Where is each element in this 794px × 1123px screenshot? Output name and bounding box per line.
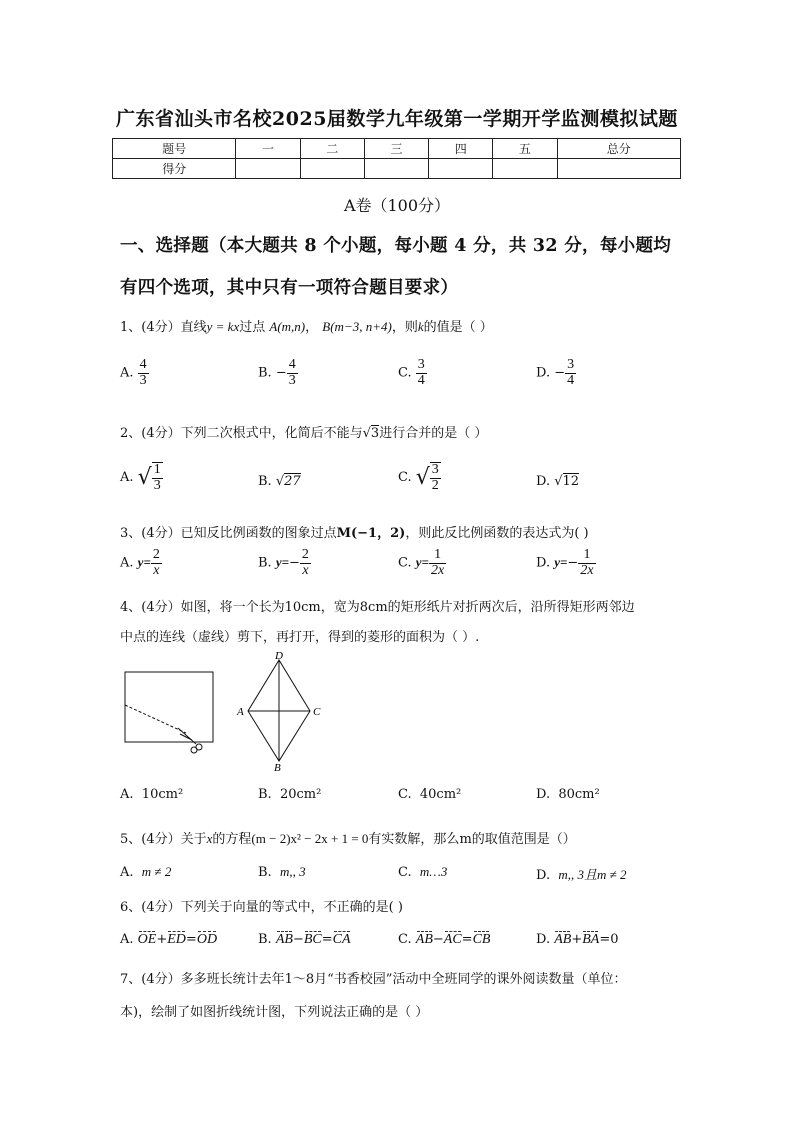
fraction xyxy=(578,548,595,578)
q3-point: M(−1，2) xyxy=(336,526,406,541)
q1-prefix: 1、(4分）直线 xyxy=(120,320,207,335)
option-label: C. xyxy=(398,932,412,947)
vector: AB xyxy=(554,932,572,947)
q5-option-a[interactable] xyxy=(120,864,171,880)
q6-option-a[interactable] xyxy=(120,932,217,948)
option-label: B. xyxy=(258,865,272,880)
vector: AC xyxy=(443,932,462,947)
q1-point-a: A(m,n) xyxy=(269,319,306,334)
numerator: 1 xyxy=(429,548,446,564)
option-value: m ≠ 2 xyxy=(141,864,172,879)
q1-option-a[interactable] xyxy=(120,358,149,388)
option-sign: − xyxy=(554,365,566,381)
score-row-label: 得分 xyxy=(113,159,236,179)
sqrt-symbol: √3 xyxy=(362,426,380,441)
vector: BA xyxy=(582,932,600,947)
section-a-heading: A卷（100分） xyxy=(343,196,451,215)
q1-equation: y = kx xyxy=(206,319,240,334)
q3-text: 3、(4分）已知反比例函数的图象过点 xyxy=(120,526,337,541)
fraction xyxy=(429,548,446,578)
question-4-line2: 中点的连线（虚线）剪下，再打开，得到的菱形的面积为（ ）. xyxy=(120,630,480,645)
q1-option-b[interactable] xyxy=(258,358,298,388)
lhs: y= xyxy=(415,554,429,570)
operator: − xyxy=(292,932,304,947)
part1-heading-line2: 有四个选项，其中只有一项符合题目要求） xyxy=(120,278,459,298)
operator: − xyxy=(432,932,444,947)
q4-option-b[interactable] xyxy=(258,787,321,802)
vector: ED xyxy=(167,932,186,947)
question-7-line1: 7、(4分）多多班长统计去年1～8月“书香校园”活动中全班同学的课外阅读数量（单位： xyxy=(120,972,627,987)
q2-option-b[interactable] xyxy=(258,474,301,489)
vector: BC xyxy=(303,932,322,947)
q6-option-c[interactable] xyxy=(398,932,490,948)
option-label: C. xyxy=(398,865,412,880)
denominator: 4 xyxy=(567,372,575,388)
denominator: 3 xyxy=(288,372,296,388)
option-label: B. xyxy=(258,555,272,571)
q2-suffix: 进行合并的是（ ） xyxy=(379,426,488,441)
paper-rectangle xyxy=(125,672,213,742)
part1-heading-line1: 一、选择题（本大题共 8 个小题，每小题 4 分，共 32 分，每小题均 xyxy=(120,236,672,256)
fraction xyxy=(152,462,163,493)
q1-k: k xyxy=(417,319,424,334)
q1-mid: 过点 xyxy=(239,320,266,335)
q5-option-d[interactable] xyxy=(536,864,627,883)
vector: AB xyxy=(415,932,433,947)
score-header-cell: 二 xyxy=(300,139,364,159)
option-sign: − xyxy=(275,365,287,381)
operator: = xyxy=(321,932,333,947)
numerator: 1 xyxy=(153,462,161,477)
numerator: 3 xyxy=(567,357,575,372)
question-1 xyxy=(120,316,493,335)
fraction xyxy=(300,548,311,578)
q5-m: m xyxy=(459,832,472,847)
lhs: y= xyxy=(275,554,290,570)
denominator: 2x xyxy=(430,562,445,578)
option-label: D. xyxy=(536,868,551,883)
q1-point-b: B(m−3, n+4) xyxy=(322,319,392,334)
denominator: x xyxy=(153,562,160,578)
q1-option-d[interactable] xyxy=(536,358,576,388)
vector: OE xyxy=(137,932,157,947)
option-label: D. xyxy=(536,555,551,571)
q3-option-d[interactable] xyxy=(536,548,596,578)
q4-option-c[interactable] xyxy=(398,787,461,802)
q2-prefix: 2、(4分）下列二次根式中，化简后不能与 xyxy=(120,426,363,441)
question-4-line1: 4、(4分）如图，将一个长为10cm，宽为8cm的矩形纸片对折两次后，沿所得矩形两邻边 xyxy=(120,600,635,615)
fraction xyxy=(565,358,576,388)
operator: + xyxy=(571,932,583,947)
cut-line xyxy=(125,705,186,733)
q5-x: x xyxy=(206,831,213,846)
vector: AB xyxy=(275,932,293,947)
q4-option-d[interactable] xyxy=(536,787,600,802)
operator: = xyxy=(185,932,197,947)
score-cell[interactable] xyxy=(557,159,680,179)
radicand: 27 xyxy=(284,474,301,489)
q3-option-b[interactable] xyxy=(258,548,311,578)
denominator: x xyxy=(302,562,309,578)
label-d: D xyxy=(275,650,283,662)
option-value: 80cm² xyxy=(558,787,600,802)
scissors-icon xyxy=(178,728,202,753)
q2-option-c[interactable] xyxy=(398,462,441,493)
q5-equation: (m − 2)x² − 2x + 1 = 0 xyxy=(251,831,369,846)
score-header-cell: 一 xyxy=(236,139,300,159)
score-cell[interactable] xyxy=(236,159,300,179)
vector: CA xyxy=(332,932,351,947)
q4-figure xyxy=(118,648,348,773)
q1-end: 的值是（ ） xyxy=(423,320,493,335)
q3-suffix: ，则此反比例函数的表达式为( ) xyxy=(405,526,589,541)
q3-option-c[interactable] xyxy=(398,548,446,578)
denominator: 2x xyxy=(580,562,594,578)
lhs: y= xyxy=(137,554,151,570)
score-cell[interactable] xyxy=(300,159,364,179)
question-7-line2: 本)，绘制了如图折线统计图，下列说法正确的是（ ） xyxy=(120,1005,429,1020)
lhs: y= xyxy=(554,554,568,570)
option-label: C. xyxy=(398,365,412,381)
operator: = xyxy=(599,932,611,947)
denominator: 4 xyxy=(417,372,425,388)
option-label: B. xyxy=(258,787,272,802)
option-label: C. xyxy=(398,787,412,802)
q5-suffix: 有实数解，那么 xyxy=(368,832,460,847)
q2-radicand: 3 xyxy=(370,426,380,441)
score-table-header-row xyxy=(113,139,681,159)
question-3 xyxy=(120,522,589,541)
label-b: B xyxy=(274,762,281,773)
q3-option-a[interactable] xyxy=(120,548,162,578)
radicand: 12 xyxy=(562,474,580,489)
score-cell[interactable] xyxy=(429,159,493,179)
q6-option-b[interactable] xyxy=(258,932,351,948)
q5-end: 的取值范围是（） xyxy=(471,832,576,847)
sqrt-symbol: √ xyxy=(137,465,152,491)
label-a: A xyxy=(237,706,244,718)
vector: CB xyxy=(472,932,491,947)
option-label: A. xyxy=(120,932,134,947)
option-value: m…3 xyxy=(419,864,448,879)
numerator: 2 xyxy=(301,547,309,562)
option-label: D. xyxy=(536,787,551,802)
option-label: B. xyxy=(258,474,272,489)
option-label: D. xyxy=(536,365,551,381)
fraction xyxy=(151,548,162,578)
option-label: B. xyxy=(258,932,272,947)
fraction xyxy=(430,462,441,493)
option-label: A. xyxy=(120,787,134,802)
fraction xyxy=(416,358,427,388)
option-value: 20cm² xyxy=(279,787,322,802)
question-2 xyxy=(120,422,487,441)
option-label: C. xyxy=(398,470,412,486)
option-sign: − xyxy=(289,555,300,571)
option-label: B. xyxy=(258,365,272,381)
option-label: A. xyxy=(120,470,134,486)
option-label: A. xyxy=(120,865,134,880)
q2-option-d[interactable] xyxy=(536,474,579,489)
operator: = xyxy=(461,932,473,947)
numerator: 3 xyxy=(431,462,439,477)
zero: 0 xyxy=(610,932,619,947)
option-value: m,, 3 xyxy=(279,864,306,879)
score-header-cell: 三 xyxy=(364,139,428,159)
option-label: D. xyxy=(536,932,551,947)
option-value: 40cm² xyxy=(419,787,462,802)
option-label: D. xyxy=(536,474,551,489)
option-label: C. xyxy=(398,555,412,571)
sqrt-symbol: √ xyxy=(415,465,430,491)
q5-option-c[interactable] xyxy=(398,864,447,880)
q5-option-b[interactable] xyxy=(258,864,306,880)
vector: OD xyxy=(196,932,218,947)
label-c: C xyxy=(313,706,321,718)
option-value: m,, 3且m ≠ 2 xyxy=(558,867,627,882)
numerator: 1 xyxy=(578,548,595,564)
q6-option-d[interactable] xyxy=(536,932,619,948)
score-cell[interactable] xyxy=(364,159,428,179)
q5-mid: 的方程 xyxy=(212,832,252,847)
denominator: 3 xyxy=(139,372,147,388)
score-header-cell: 五 xyxy=(493,139,557,159)
sqrt-symbol: √ xyxy=(275,474,285,489)
question-6: 6、(4分）下列关于向量的等式中，不正确的是( ) xyxy=(120,900,403,915)
option-label: A. xyxy=(120,365,134,381)
question-5 xyxy=(120,828,576,847)
fraction xyxy=(287,358,298,388)
numerator: 4 xyxy=(288,357,296,372)
numerator: 3 xyxy=(417,357,425,372)
score-header-cell: 四 xyxy=(429,139,493,159)
operator: + xyxy=(156,932,168,947)
score-header-cell: 总分 xyxy=(557,139,680,159)
q2-option-a[interactable] xyxy=(120,462,163,493)
numerator: 2 xyxy=(152,547,160,562)
q1-sep: ， xyxy=(305,320,319,335)
option-sign: − xyxy=(567,555,579,571)
option-label: A. xyxy=(120,555,134,571)
q5-prefix: 5、(4分）关于 xyxy=(120,832,207,847)
sqrt-symbol: √ xyxy=(554,474,563,489)
q1-option-c[interactable] xyxy=(398,358,427,388)
numerator: 4 xyxy=(139,357,147,372)
score-table-score-row xyxy=(113,159,681,179)
score-table xyxy=(112,138,681,179)
score-header-cell: 题号 xyxy=(113,139,236,159)
exam-title: 广东省汕头市名校2025届数学九年级第一学期开学监测模拟试题 xyxy=(116,108,678,130)
denominator: 3 xyxy=(153,477,161,493)
score-cell[interactable] xyxy=(493,159,557,179)
q1-suffix: ，则 xyxy=(391,320,418,335)
q4-option-a[interactable] xyxy=(120,787,183,802)
fraction xyxy=(138,358,149,388)
option-value: 10cm² xyxy=(141,787,184,802)
denominator: 2 xyxy=(431,477,439,493)
